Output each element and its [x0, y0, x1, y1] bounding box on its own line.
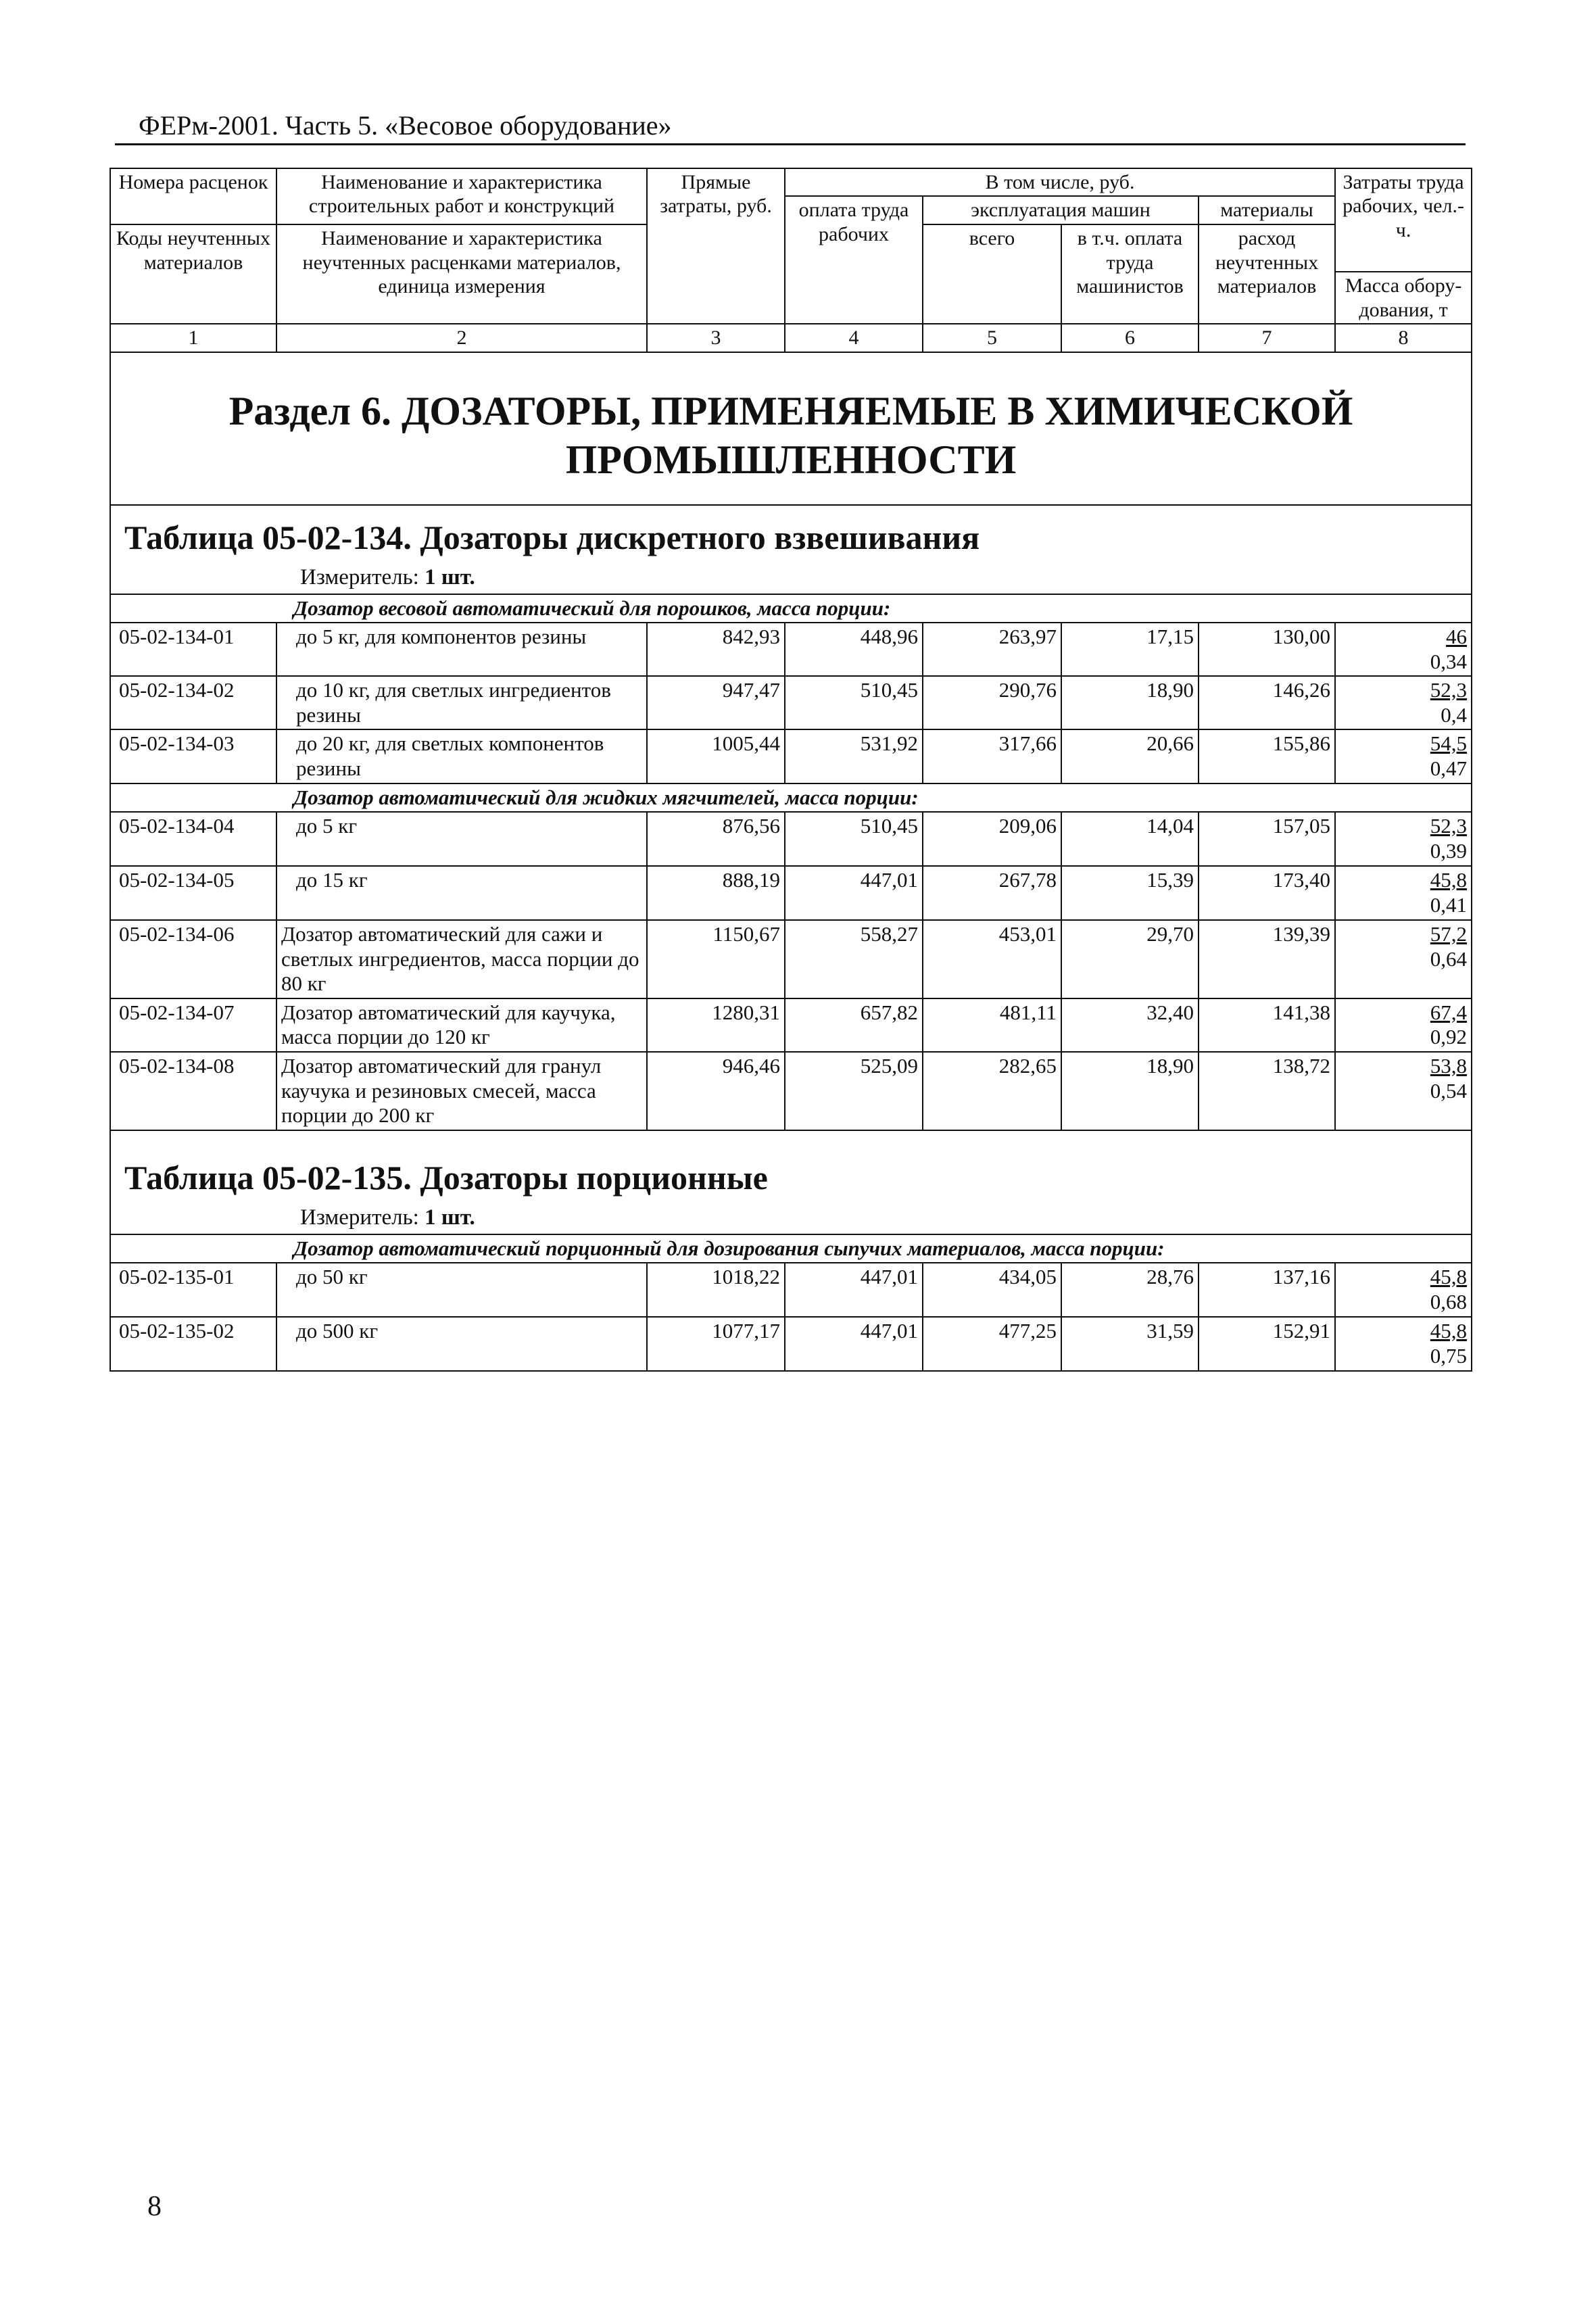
col-number: 2	[276, 324, 647, 352]
section-title-line1: Раздел 6. ДОЗАТОРЫ, ПРИМЕНЯЕМЫЕ В ХИМИЧЕСКОЙ	[228, 388, 1353, 433]
col2-bottom-header: Наименование и характеристика неучтенных расценками материалов, единица измерения	[276, 224, 647, 324]
col-number: 5	[923, 324, 1061, 352]
header-rule	[115, 143, 1466, 145]
table-row: 05-02-135-01 до 50 кг 1018,22 447,01 434,05 28,76 137,16 45,8 0,68	[110, 1263, 1472, 1317]
page-number: 8	[147, 2191, 162, 2222]
materials-group-header: материалы	[1199, 196, 1335, 224]
table-row: 05-02-134-07 Дозатор автоматический для каучука, масса порции до 120 кг 1280,31 657,82 481,11 32,40 141,38 67,4 0,92	[110, 998, 1472, 1052]
group-heading: Дозатор автоматический порционный для дозирования сыпучих материалов, масса порции:	[110, 1234, 1472, 1263]
table-row: 05-02-134-04 до 5 кг 876,56 510,45 209,06 14,04 157,05 52,3 0,39	[110, 812, 1472, 866]
col8-bottom-header: Масса обору-дования, т	[1335, 272, 1472, 324]
table-row: 05-02-134-08 Дозатор автоматический для гранул каучука и резиновых смесей, масса порции до 200 кг 946,46 525,09 282,65 18,90 138,72 53,8 0,54	[110, 1052, 1472, 1130]
section-title-line2: ПРОМЫШЛЕННОСТИ	[565, 437, 1017, 482]
included-group-header: В том числе, руб.	[785, 168, 1335, 196]
table134-heading	[110, 505, 1472, 594]
col-number: 3	[647, 324, 785, 352]
table-row: 05-02-134-02 до 10 кг, для светлых ингредиентов резины 947,47 510,45 290,76 18,90 146,26 52,3 0,4	[110, 676, 1472, 729]
table134-title: Таблица 05-02-134. Дозаторы дискретного взвешивания	[124, 518, 980, 556]
table-row: 05-02-134-03 до 20 кг, для светлых компонентов резины 1005,44 531,92 317,66 20,66 155,86 54,5 0,47	[110, 729, 1472, 783]
table135-unit: Измеритель: 1 шт.	[300, 1205, 475, 1230]
col2-top-header: Наименование и характеристика строительных работ и конструкций	[276, 168, 647, 224]
col-number: 1	[110, 324, 276, 352]
group-heading: Дозатор весовой автоматический для порошков, масса порции:	[110, 594, 1472, 623]
col6-header: в т.ч. оплата труда машинистов	[1061, 224, 1199, 324]
col8-top-header: Затраты труда рабочих, чел.-ч.	[1335, 168, 1472, 272]
section-heading	[110, 352, 1472, 505]
col-number: 4	[785, 324, 923, 352]
col5-header: всего	[923, 224, 1061, 324]
col3-header: Прямые затраты, руб.	[647, 168, 785, 324]
group-heading: Дозатор автоматический для жидких мягчителей, масса порции:	[110, 783, 1472, 813]
col7-header: расход неучтенных материалов	[1199, 224, 1335, 324]
col4-header: оплата труда рабочих	[785, 196, 923, 324]
running-header: ФЕРм-2001. Часть 5. «Весовое оборудование»	[139, 110, 672, 141]
machines-group-header: эксплуатация машин	[923, 196, 1199, 224]
col1-bottom-header: Коды неучтенных материалов	[110, 224, 276, 324]
col-number: 7	[1199, 324, 1335, 352]
table-row: 05-02-135-02 до 500 кг 1077,17 447,01 477,25 31,59 152,91 45,8 0,75	[110, 1317, 1472, 1371]
table134-unit: Измеритель: 1 шт.	[300, 564, 475, 589]
col1-top-header: Номера расценок	[110, 168, 276, 224]
table-row: 05-02-134-06 Дозатор автоматический для сажи и светлых ингредиентов, масса порции до 80 кг 1150,67 558,27 453,01 29,70 139,39 57,2 0,64	[110, 920, 1472, 998]
table135-title: Таблица 05-02-135. Дозаторы порционные	[124, 1158, 768, 1197]
col-number: 6	[1061, 324, 1199, 352]
table-row: 05-02-134-01 до 5 кг, для компонентов резины 842,93 448,96 263,97 17,15 130,00 46 0,34	[110, 623, 1472, 676]
table-row: 05-02-134-05 до 15 кг 888,19 447,01 267,78 15,39 173,40 45,8 0,41	[110, 866, 1472, 920]
rates-table	[110, 168, 1472, 1372]
col-number: 8	[1335, 324, 1472, 352]
table135-heading	[110, 1130, 1472, 1234]
